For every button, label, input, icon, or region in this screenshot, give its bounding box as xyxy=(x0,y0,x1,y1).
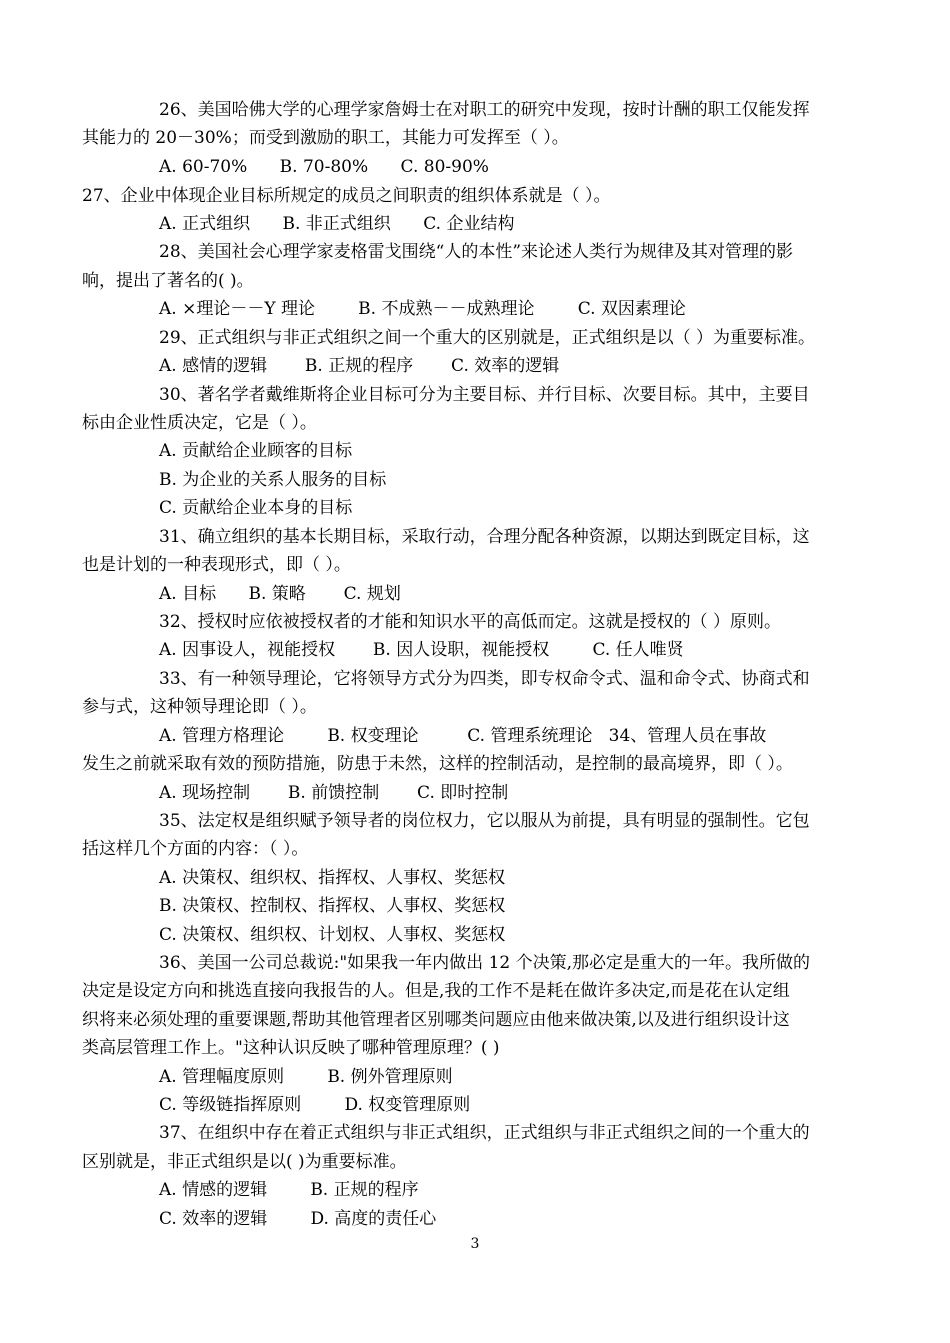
q31-stem-line-2: 也是计划的一种表现形式，即（ ）。 xyxy=(82,555,351,575)
q34-options: A. 现场控制 B. 前馈控制 C. 即时控制 xyxy=(159,783,509,803)
q35-option-b: B. 决策权、控制权、指挥权、人事权、奖惩权 xyxy=(159,896,506,916)
q36-options-ab: A. 管理幅度原则 B. 例外管理原则 xyxy=(159,1067,453,1087)
q28-options: A. ×理论－－Y 理论 B. 不成熟－－成熟理论 C. 双因素理论 xyxy=(159,299,686,319)
q36-stem-line-1: 36、美国一公司总裁说:"如果我一年内做出 12 个决策,那必定是重大的一年。我所做的 xyxy=(159,953,811,973)
q36-options-cd: C. 等级链指挥原则 D. 权变管理原则 xyxy=(159,1095,471,1115)
q28-stem-line-2: 响，提出了著名的( )。 xyxy=(82,271,254,291)
q33-options-q34-stem-line-1: A. 管理方格理论 B. 权变理论 C. 管理系统理论 34、管理人员在事故 xyxy=(159,726,767,746)
q29-options: A. 感情的逻辑 B. 正规的程序 C. 效率的逻辑 xyxy=(159,356,560,376)
q27-options: A. 正式组织 B. 非正式组织 C. 企业结构 xyxy=(159,214,515,234)
q29-stem-line-1: 29、正式组织与非正式组织之间一个重大的区别就是，正式组织是以（ ）为重要标准。 xyxy=(159,328,816,348)
q33-stem-line-1: 33、有一种领导理论，它将领导方式分为四类，即专权命令式、温和命令式、协商式和 xyxy=(159,669,810,689)
q35-option-a: A. 决策权、组织权、指挥权、人事权、奖惩权 xyxy=(159,868,506,888)
q32-options: A. 因事设人，视能授权 B. 因人设职，视能授权 C. 任人唯贤 xyxy=(159,640,684,660)
q32-stem-line-1: 32、授权时应依被授权者的才能和知识水平的高低而定。这就是授权的（ ）原则。 xyxy=(159,612,782,632)
q36-stem-line-2: 决定是设定方向和挑选直接向我报告的人。但是,我的工作不是耗在做许多决定,而是花在认定组 xyxy=(82,981,790,1001)
q37-stem-line-2: 区别就是，非正式组织是以( )为重要标准。 xyxy=(82,1152,407,1172)
q30-option-c: C. 贡献给企业本身的目标 xyxy=(159,498,353,518)
q31-stem-line-1: 31、确立组织的基本长期目标，采取行动，合理分配各种资源，以期达到既定目标，这 xyxy=(159,527,810,547)
q37-options-ab: A. 情感的逻辑 B. 正规的程序 xyxy=(159,1180,419,1200)
q35-stem-line-1: 35、法定权是组织赋予领导者的岗位权力，它以服从为前提，具有明显的强制性。它包 xyxy=(159,811,810,831)
q30-stem-line-1: 30、著名学者戴维斯将企业目标可分为主要目标、并行目标、次要目标。其中，主要目 xyxy=(159,385,810,405)
q27-stem-line-1: 27、企业中体现企业目标所规定的成员之间职责的组织体系就是（ ）。 xyxy=(82,186,611,206)
q26-stem-line-1: 26、美国哈佛大学的心理学家詹姆士在对职工的研究中发现，按时计酬的职工仅能发挥 xyxy=(159,100,810,120)
q26-options: A. 60-70% B. 70-80% C. 80-90% xyxy=(159,157,489,177)
q28-stem-line-1: 28、美国社会心理学家麦格雷戈围绕“人的本性”来论述人类行为规律及其对管理的影 xyxy=(159,242,794,262)
q35-stem-line-2: 括这样几个方面的内容：（ ）。 xyxy=(82,839,309,859)
q36-stem-line-4: 类高层管理工作上。"这种认识反映了哪种管理原理？( ) xyxy=(82,1038,500,1058)
q35-option-c: C. 决策权、组织权、计划权、人事权、奖惩权 xyxy=(159,925,506,945)
q31-options: A. 目标 B. 策略 C. 规划 xyxy=(159,584,401,604)
q30-option-a: A. 贡献给企业顾客的目标 xyxy=(159,441,353,461)
page-number: 3 xyxy=(470,1236,480,1252)
q33-stem-line-2: 参与式，这种领导理论即（ ）。 xyxy=(82,697,317,717)
q36-stem-line-3: 织将来必须处理的重要课题,帮助其他管理者区别哪类问题应由他来做决策,以及进行组织设计这 xyxy=(82,1010,790,1030)
q30-stem-line-2: 标由企业性质决定，它是（ ）。 xyxy=(82,413,317,433)
q37-stem-line-1: 37、在组织中存在着正式组织与非正式组织，正式组织与非正式组织之间的一个重大的 xyxy=(159,1123,810,1143)
q37-options-cd: C. 效率的逻辑 D. 高度的责任心 xyxy=(159,1209,437,1229)
q30-option-b: B. 为企业的关系人服务的目标 xyxy=(159,470,387,490)
q26-stem-line-2: 其能力的 20－30%；而受到激励的职工，其能力可发挥至（ ）。 xyxy=(82,128,569,148)
q34-stem-line-2: 发生之前就采取有效的预防措施，防患于未然，这样的控制活动，是控制的最高境界，即（ ）。 xyxy=(82,754,793,774)
